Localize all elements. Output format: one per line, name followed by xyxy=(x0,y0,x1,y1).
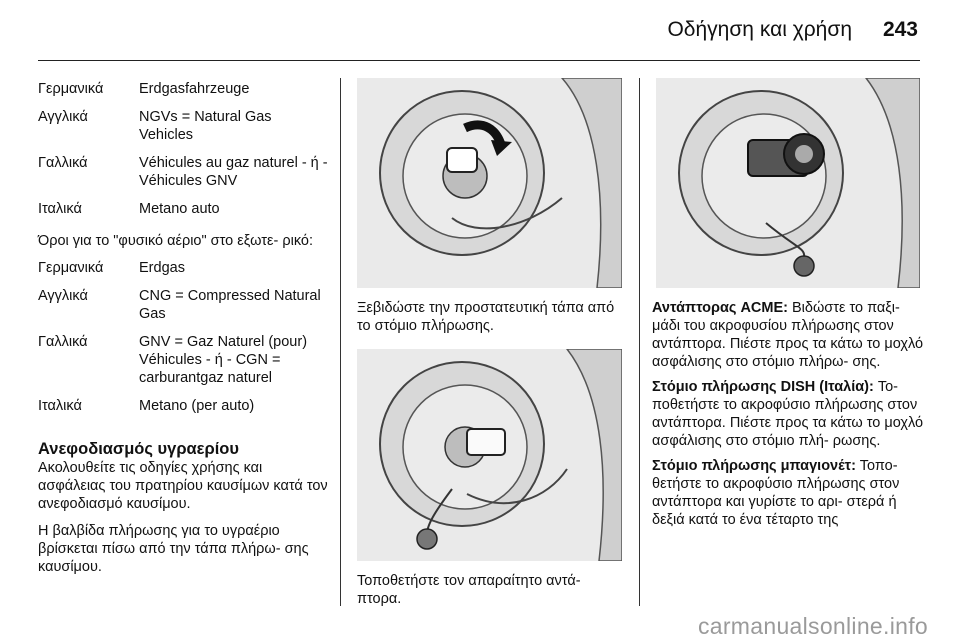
natural-gas-intro: Όροι για το "φυσικό αέριο" στο εξωτε- ρικό: xyxy=(38,233,313,249)
bayonet-paragraph xyxy=(652,457,930,529)
term-lang: Ιταλικά xyxy=(38,398,82,414)
section-paragraph-1: Ακολουθείτε τις οδηγίες χρήσης και ασφάλειας του πρατηρίου καυσίμων κατά τον ανεφοδιασμό καυσίμου. xyxy=(38,460,328,512)
caption-fit-adapter: Τοποθετήστε τον απαραίτητο αντά- πτορα. xyxy=(357,573,581,607)
term-row xyxy=(38,259,328,287)
dish-text: Το- ποθετήστε το ακροφύσιο πλήρωσης στον αντάπτορα. Πιέστε προς τα κάτω το μοχλό ασφάλισης στο στόμιο πλή- ρωσης. xyxy=(652,379,924,449)
term-lang: Γαλλικά xyxy=(38,155,88,171)
term-value: Metano (per auto) xyxy=(139,398,255,414)
term-row xyxy=(38,80,328,108)
term-row xyxy=(38,397,328,425)
terms-table-vehicles xyxy=(38,80,328,228)
page-header xyxy=(0,0,960,62)
term-value: Erdgas xyxy=(139,260,185,276)
right-column-text xyxy=(652,299,930,536)
term-lang: Αγγλικά xyxy=(38,288,88,304)
watermark: carmanualsonline.info xyxy=(697,613,928,639)
column-divider xyxy=(639,78,640,606)
acme-label: Αντάπτορας ACME: xyxy=(652,300,788,316)
term-lang: Γαλλικά xyxy=(38,334,88,350)
terms-table-gas xyxy=(38,259,328,425)
illustration-remove-cap xyxy=(357,78,622,288)
term-row xyxy=(38,200,328,228)
term-value: Erdgasfahrzeuge xyxy=(139,81,250,97)
term-value: CNG = Compressed Natural Gas xyxy=(139,288,321,322)
acme-text: Βιδώστε το παξι- μάδι του ακροφυσίου πλήρωσης στον αντάπτορα. Πιέστε προς τα κάτω το μοχλό ασφάλισης στο στόμιο πλήρω- σης. xyxy=(652,300,924,370)
section-heading: Ανεφοδιασμός υγραερίου xyxy=(38,440,239,458)
term-lang: Γερμανικά xyxy=(38,81,104,97)
section-paragraph-2: Η βαλβίδα πλήρωσης για το υγραέριο βρίσκεται πίσω από την τάπα πλήρω- σης καυσίμου. xyxy=(38,523,309,575)
term-row xyxy=(38,108,328,154)
term-row xyxy=(38,333,328,397)
illustration-acme-adapter xyxy=(656,78,920,288)
header-rule xyxy=(38,60,920,61)
dish-label: Στόμιο πλήρωσης DISH (Ιταλία): xyxy=(652,379,874,395)
term-lang: Γερμανικά xyxy=(38,260,104,276)
term-lang: Ιταλικά xyxy=(38,201,82,217)
column-divider xyxy=(340,78,341,606)
term-value: Véhicules au gaz naturel - ή - Véhicules GNV xyxy=(139,155,328,189)
term-row xyxy=(38,154,328,200)
term-value: Metano auto xyxy=(139,201,220,217)
caption-remove-cap: Ξεβιδώστε την προστατευτική τάπα από το στόμιο πλήρωσης. xyxy=(357,300,615,334)
term-lang: Αγγλικά xyxy=(38,109,88,125)
bayonet-text: Τοπο- θετήστε το ακροφύσιο πλήρωσης στον αντάπτορα και γυρίστε το αρι- στερά ή δεξιά κατά το ένα τέταρτο της xyxy=(652,458,900,528)
illustration-fit-adapter xyxy=(357,349,622,561)
acme-paragraph xyxy=(652,299,930,371)
term-value: GNV = Gaz Naturel (pour) Véhicules - ή - CGN = carburantgaz naturel xyxy=(139,334,308,386)
bayonet-label: Στόμιο πλήρωσης μπαγιονέτ: xyxy=(652,458,856,474)
dish-paragraph xyxy=(652,378,930,450)
term-row xyxy=(38,287,328,333)
page-number: 243 xyxy=(882,18,918,41)
left-column xyxy=(38,80,328,585)
page-title: Οδήγηση και χρήση xyxy=(667,18,852,41)
term-value: NGVs = Natural Gas Vehicles xyxy=(139,109,272,143)
